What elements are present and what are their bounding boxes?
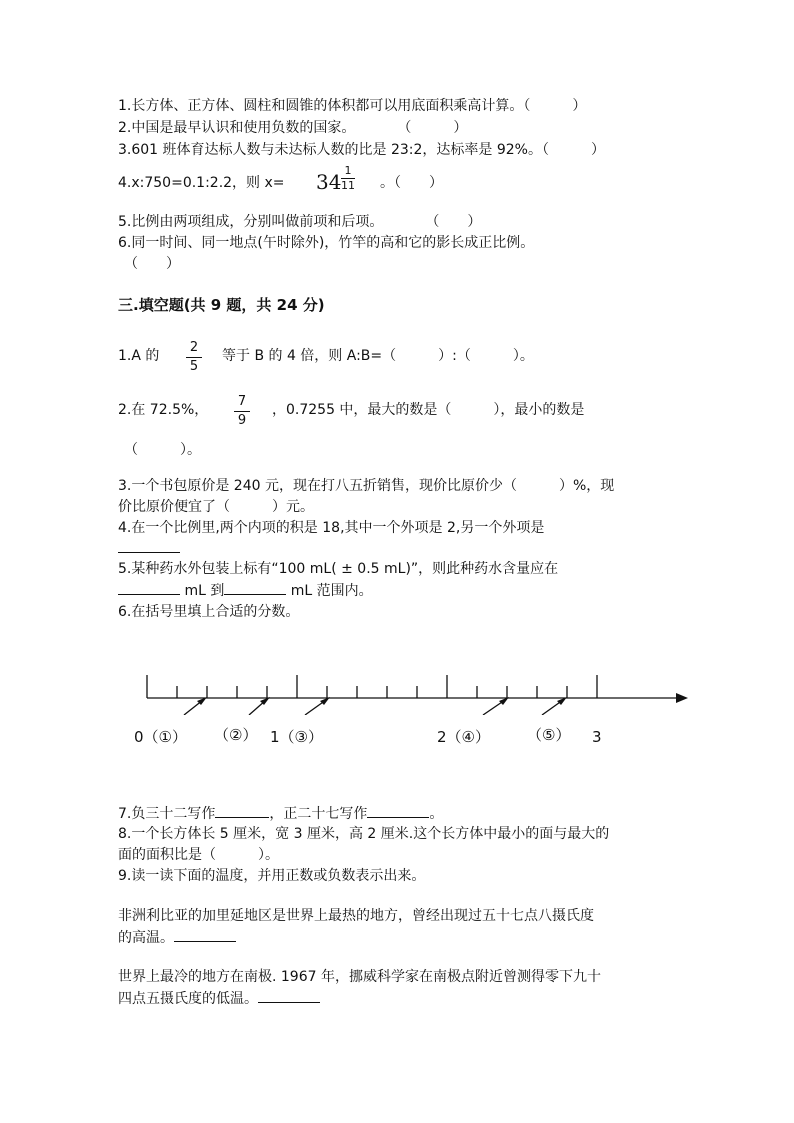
fill-q2-post: ，0.7255 中，最大的数是（ ），最小的数是 — [272, 402, 585, 418]
number-line-label: 2（④） — [437, 728, 490, 746]
para1-line1: 非洲利比亚的加里延地区是世界上最热的地方，曾经出现过五十七点八摄氏度 — [118, 908, 594, 924]
judge-item-1: 1.长方体、正方体、圆柱和圆锥的体积都可以用底面积乘高计算。（ ） — [118, 98, 587, 114]
mixed-number-fraction: 1 11 — [341, 164, 355, 192]
number-line-label: 1（③） — [270, 728, 323, 746]
judge-item-6: 6.同一时间、同一地点(午时除外)，竹竿的高和它的影长成正比例。 — [118, 235, 535, 251]
number-line-arrowhead — [676, 693, 688, 703]
judge-item-5: 5.比例由两项组成，分别叫做前项和后项。 （ ） — [118, 214, 482, 230]
number-line — [130, 665, 700, 715]
mixed-number-whole: 34 — [316, 170, 342, 194]
section-title: 三.填空题(共 9 题，共 24 分) — [118, 296, 325, 314]
fill-q3-line1: 3.一个书包原价是 240 元，现在打八五折销售，现价比原价少（ ）%，现 — [118, 478, 615, 494]
fill-q4-line1: 4.在一个比例里,两个内项的积是 18,其中一个外项是 2,另一个外项是 — [118, 520, 545, 536]
number-line-label: （⑤） — [527, 726, 571, 744]
judge-item-4: 4.x:750=0.1:2.2，则 x= — [118, 175, 285, 191]
fill-q8-line2: 面的面积比是（ ）。 — [118, 847, 279, 863]
fill-q1-pre: 1.A 的 — [118, 348, 160, 364]
fill-q2-fraction: 7 9 — [234, 394, 250, 429]
fill-q1-fraction: 2 5 — [186, 340, 202, 375]
fill-q2-pre: 2.在 72.5%， — [118, 402, 209, 418]
judge-item-2: 2.中国是最早认识和使用负数的国家。 （ ） — [118, 120, 468, 136]
judge-item-6-paren: （ ） — [124, 256, 180, 272]
para2-line1: 世界上最冷的地方在南极. 1967 年，挪威科学家在南极点附近曾测得零下九十 — [118, 969, 601, 985]
number-line-label: 0（①） — [134, 728, 187, 746]
fill-q6: 6.在括号里填上合适的分数。 — [118, 604, 300, 620]
para2-line2: 四点五摄氏度的低温。 — [118, 988, 320, 1009]
fill-q3-line2: 价比原价便宜了（ ）元。 — [118, 499, 314, 515]
fill-q5-line2: mL 到 mL 范围内。 — [118, 580, 373, 601]
para1-line2: 的高温。 — [118, 927, 236, 948]
judge-item-4-paren: 。（ ） — [380, 175, 443, 191]
fill-q7: 7.负三十二写作 ，正二十七写作 。 — [118, 803, 443, 824]
fill-q5-line1: 5.某种药水外包装上标有“100 mL( ± 0.5 mL)”，则此种药水含量应在 — [118, 561, 559, 577]
fill-q1-post: 等于 B 的 4 倍，则 A:B=（ ）:（ ）。 — [222, 348, 534, 364]
fill-q9: 9.读一读下面的温度，并用正数或负数表示出来。 — [118, 868, 426, 884]
judge-item-3: 3.601 班体育达标人数与未达标人数的比是 23:2，达标率是 92%。（ ） — [118, 142, 605, 158]
fill-q2-line2: （ ）。 — [124, 442, 201, 458]
number-line-label: 3 — [592, 728, 602, 746]
number-line-label: （②） — [214, 726, 258, 744]
fill-q4-blank — [118, 538, 180, 559]
fill-q8-line1: 8.一个长方体长 5 厘米，宽 3 厘米，高 2 厘米.这个长方体中最小的面与最大的 — [118, 826, 610, 842]
